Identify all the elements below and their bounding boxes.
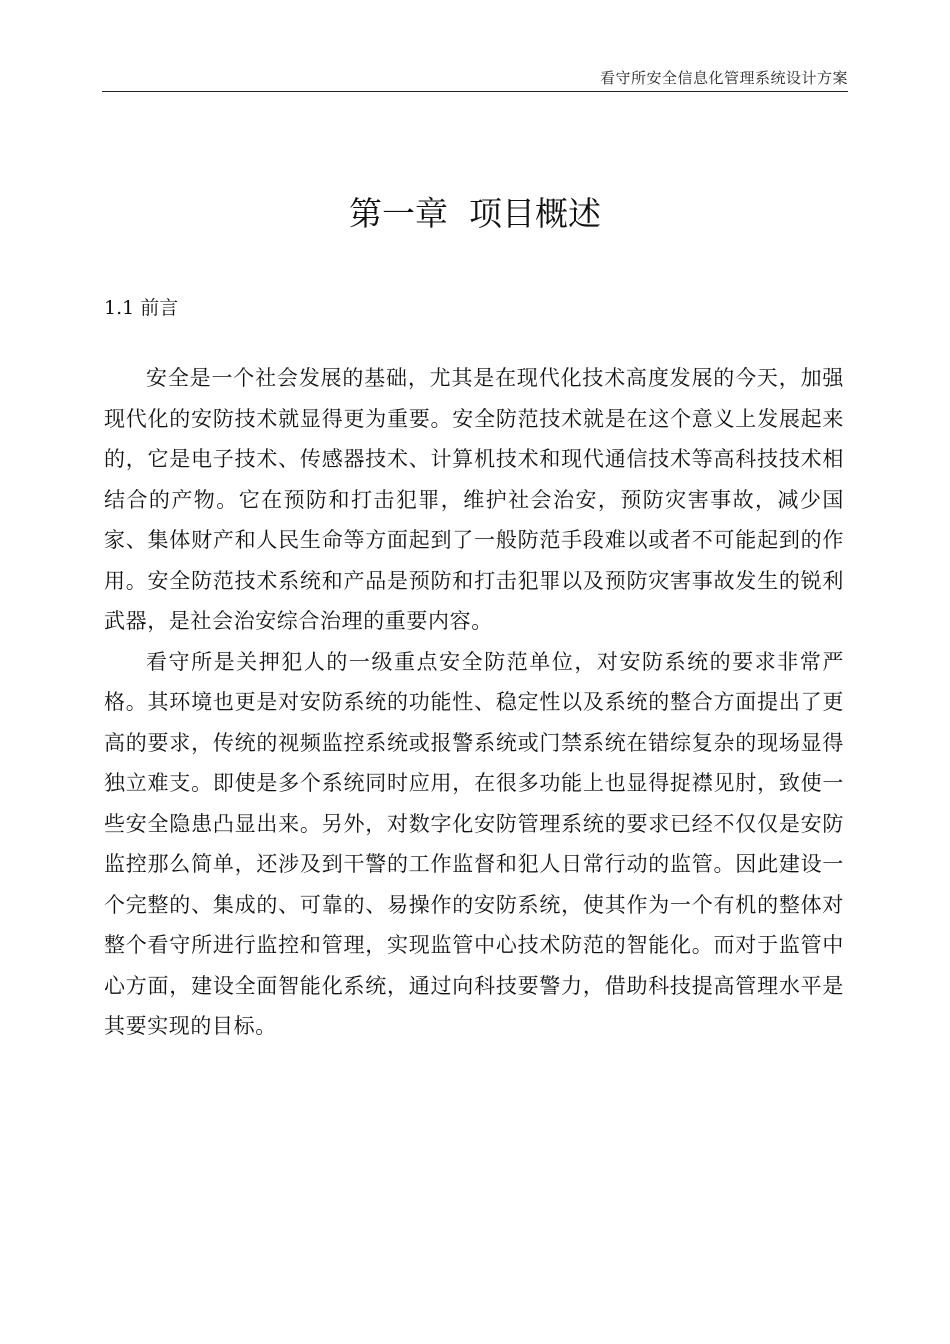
running-header: 看守所安全信息化管理系统设计方案 [599, 69, 848, 87]
body-text [104, 358, 844, 1047]
paragraph-detention-center: 看守所是关押犯人的一级重点安全防范单位，对安防系统的要求非常严格。其环境也更是对安防系统的功能性、稳定性以及系统的整合方面提出了更高的要求，传统的视频监控系统或报警系统或门禁系统在错综复杂的现场显得独立难支。即使是多个系统同时应用，在很多功能上也显得捉襟见肘，致使一些安全隐患凸显出来。另外，对数字化安防管理系统的要求已经不仅仅是安防监控那么简单，还涉及到干警的工作监督和犯人日常行动的监管。因此建设一个完整的、集成的、可靠的、易操作的安防系统，使其作为一个有机的整体对整个看守所进行监控和管理，实现监管中心技术防范的智能化。而对于监管中心方面，建设全面智能化系统，通过向科技要警力，借助科技提高管理水平是其要实现的目标。 [104, 649, 844, 1038]
section-heading: 1.1 前言 [104, 297, 179, 319]
header-rule [102, 91, 848, 92]
chapter-title: 第一章 项目概述 [349, 194, 601, 233]
paragraph-intro: 安全是一个社会发展的基础，尤其是在现代化技术高度发展的今天，加强现代化的安防技术就显得更为重要。安全防范技术就是在这个意义上发展起来的，它是电子技术、传感器技术、计算机技术和现代通信技术等高科技技术相结合的产物。它在预防和打击犯罪，维护社会治安，预防灾害事故，减少国家、集体财产和人民生命等方面起到了一般防范手段难以或者不可能起到的作用。安全防范技术系统和产品是预防和打击犯罪以及预防灾害事故发生的锐利武器，是社会治安综合治理的重要内容。 [104, 366, 844, 633]
